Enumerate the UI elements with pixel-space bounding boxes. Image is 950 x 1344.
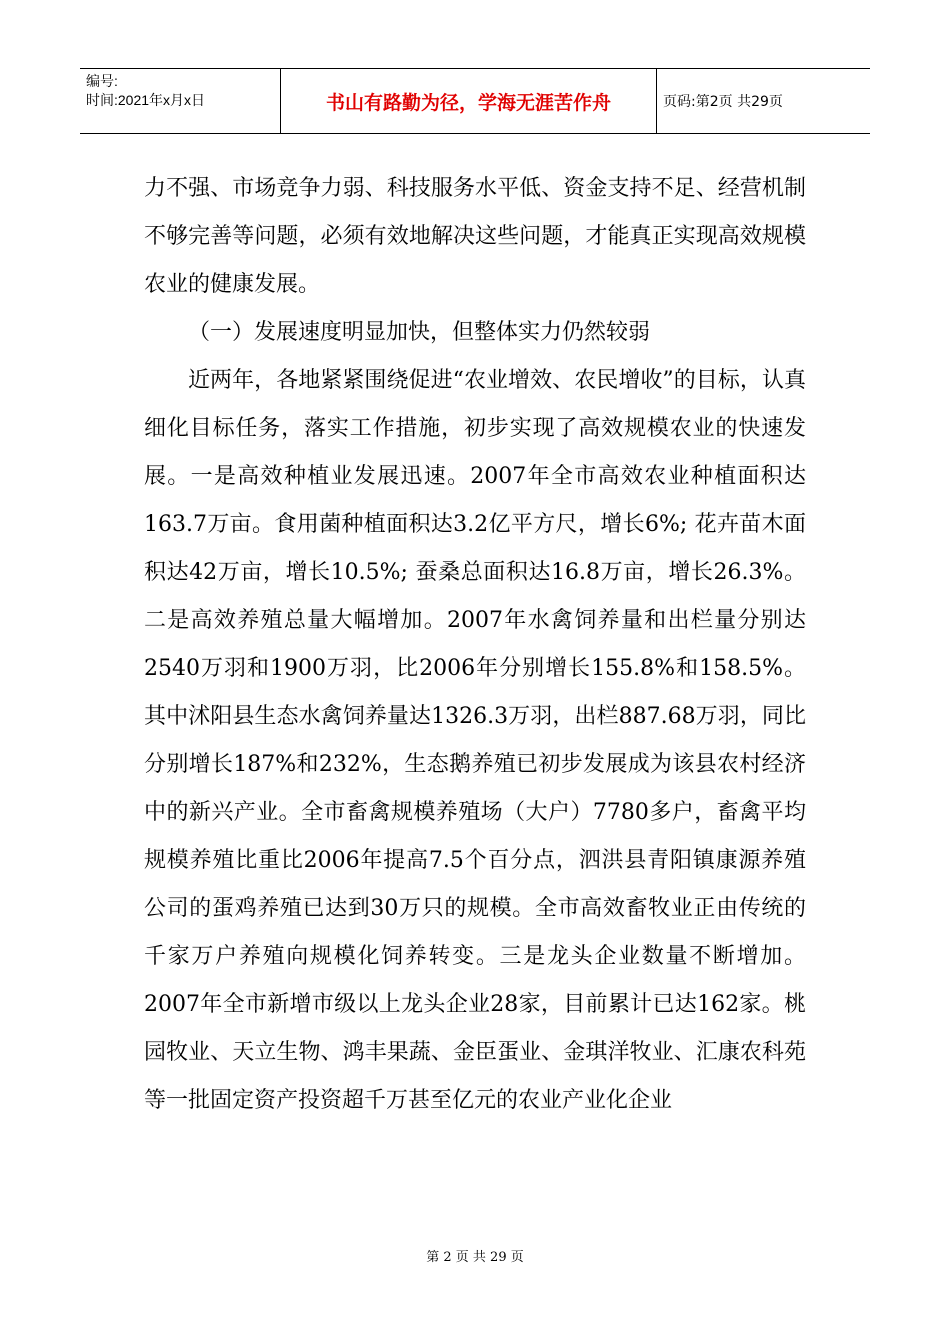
body-paragraph: 近两年，各地紧紧围绕促进“农业增效、农民增收”的目标，认真细化目标任务，落实工作措施，初步实现了高效规模农业的快速发展。一是高效种植业发展迅速。2007年全市高效农业种植面积达163.7万亩。食用菌种植面积达3.2亿平方尺，增长6%; 花卉苗木面积达42万亩，增长10.5%; 蚕桑总面积达16.8万亩，增长26.3%。二是高效养殖总量大幅增加。2007年水禽饲养量和出栏量分别达2540万羽和1900万羽，比2006年分别增长155.8%和158.5%。其中沭阳县生态水禽饲养量达1326.3万羽，出栏887.68万羽，同比分别增长187%和232%，生态鹅养殖已初步发展成为该县农村经济中的新兴产业。全市畜禽规模养殖场（大户）7780多户，畜禽平均规模养殖比重比2006年提高7.5个百分点，泗洪县青阳镇康源养殖公司的蛋鸡养殖已达到30万只的规模。全市高效畜牧业正由传统的千家万户养殖向规模化饲养转变。三是龙头企业数量不断增加。2007年全市新增市级以上龙头企业28家，目前累计已达162家。桃园牧业、天立生物、鸿丰果蔬、金臣蛋业、金琪洋牧业、汇康农科苑等一批固定资产投资超千万甚至亿元的农业产业化企业: [144, 368, 806, 1113]
body-paragraph: 力不强、市场竞争力弱、科技服务水平低、资金支持不足、经营机制不够完善等问题，必须有效地解决这些问题，才能真正实现高效规模农业的健康发展。: [144, 176, 806, 297]
document-time-label: 时间:2021年x月x日: [86, 92, 206, 108]
section-heading: （一）发展速度明显加快，但整体实力仍然较弱: [188, 320, 651, 345]
header-motto: 书山有路勤为径，学海无涯苦作舟: [281, 69, 657, 133]
page-footer: 第 2 页 共 29 页: [426, 1250, 524, 1265]
page-header: [80, 68, 870, 134]
header-page-info: 页码:第2页 共29页: [663, 94, 783, 110]
document-body: [144, 165, 806, 1125]
document-number-label: 编号:: [86, 73, 118, 89]
header-meta: [80, 69, 281, 133]
